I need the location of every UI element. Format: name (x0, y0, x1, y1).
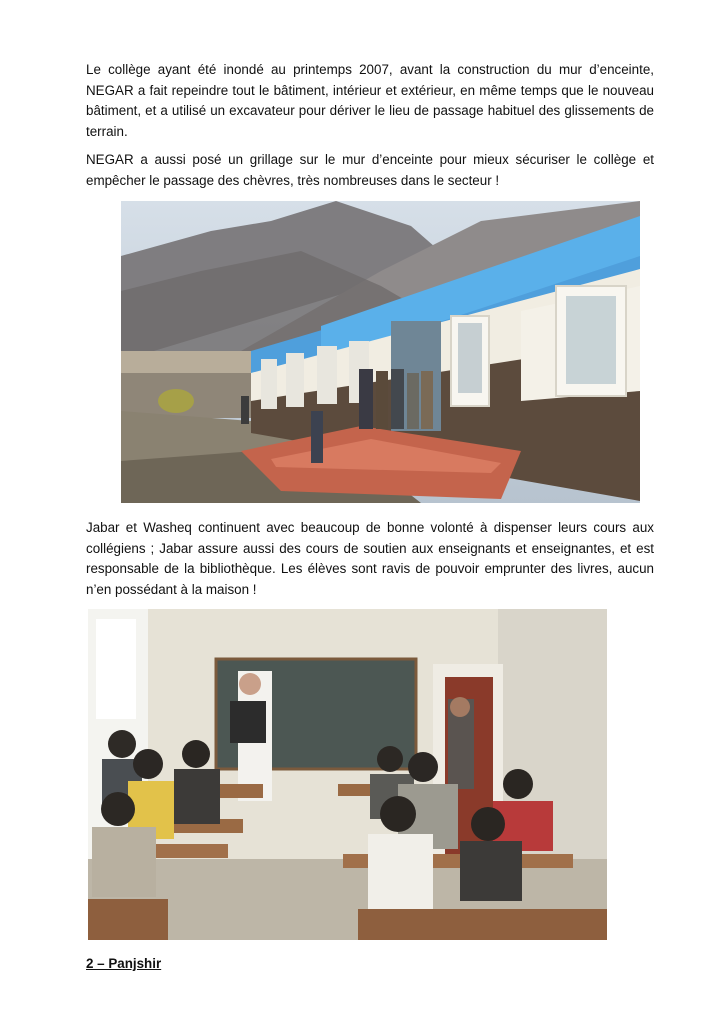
paragraph-renovation: Le collège ayant été inondé au printemps 2007, avant la construction du mur d’enceinte, NEGAR a fait repeindre tout le bâtiment, intérieur et extérieur, en même temps que le nouveau bâtiment, et a utilisé un excavateur pour dériver le lieu de passage habituel des glissements de terrain. (86, 62, 654, 139)
classroom-photo (88, 609, 607, 940)
paragraph-fence: NEGAR a aussi posé un grillage sur le mur d’enceinte pour mieux sécuriser le collège et empêcher le passage des chèvres, très nombreuses dans le secteur ! (86, 152, 654, 188)
paragraph-teachers: Jabar et Washeq continuent avec beaucoup de bonne volonté à dispenser leurs cours aux collégiens ; Jabar assure aussi des cours de soutien aux enseignants et enseignantes, et est responsable de la bibliothèque. Les élèves sont ravis de pouvoir emprunter des livres, aucun n’en possédant à la maison ! (86, 520, 654, 597)
school-building-photo (121, 201, 640, 503)
section-heading-panjshir: 2 – Panjshir (86, 956, 162, 971)
